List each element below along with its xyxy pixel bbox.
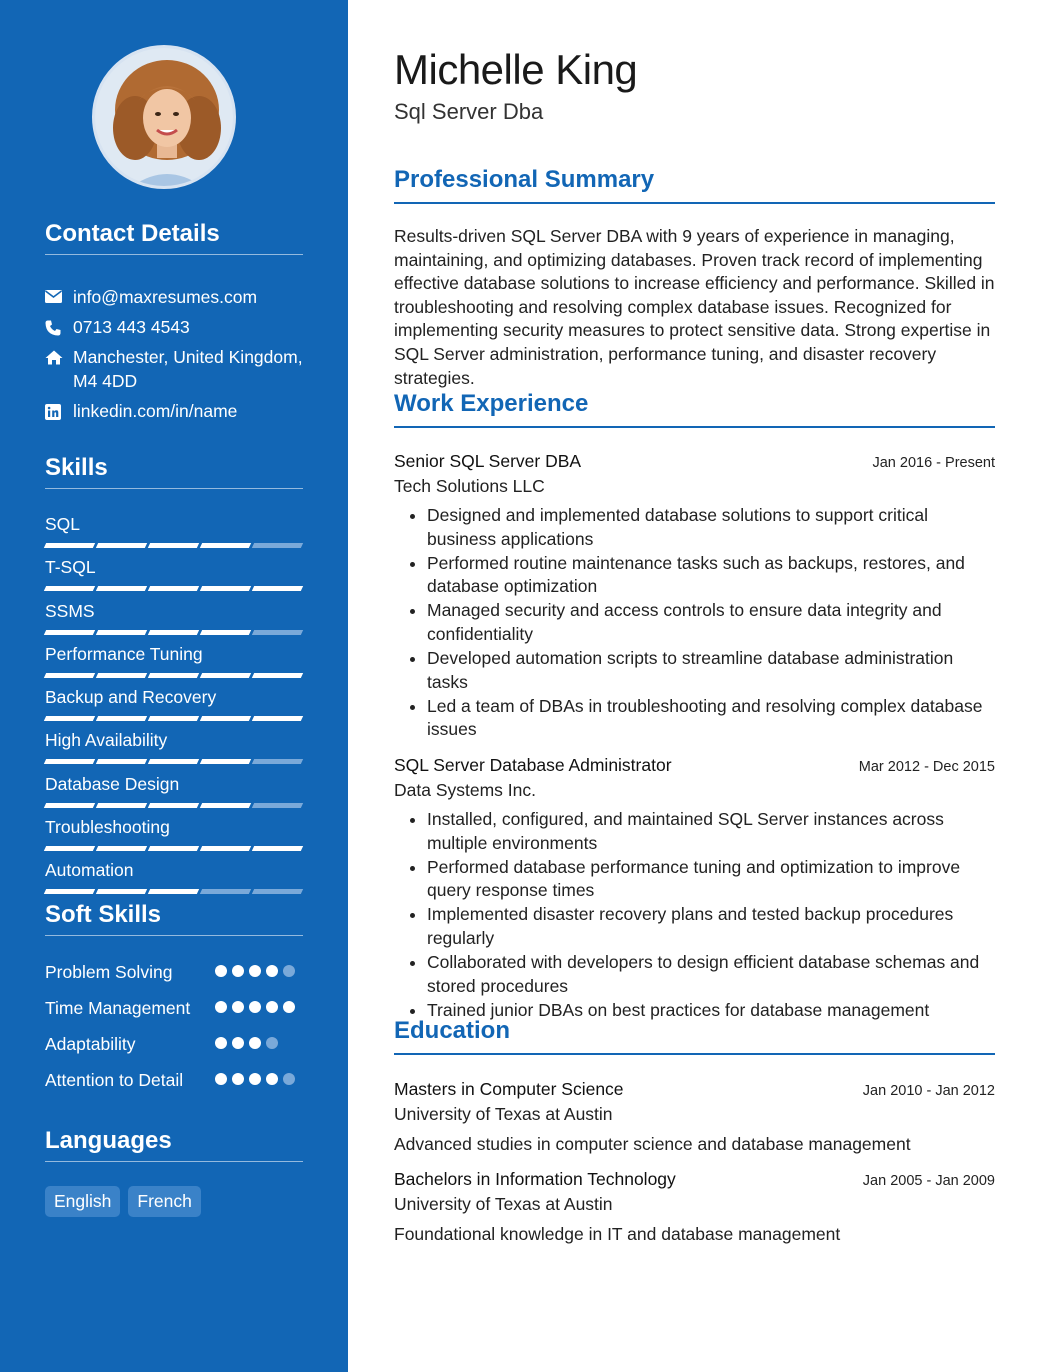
soft-skill-dot: [215, 1001, 227, 1013]
skill-level-bar: [45, 803, 303, 808]
phone-icon: [45, 315, 73, 339]
contact-linkedin-text: linkedin.com/in/name: [73, 401, 238, 421]
skill-level-segment: [148, 673, 199, 678]
soft-skill-dot: [232, 1037, 244, 1049]
soft-skill-dot: [249, 1001, 261, 1013]
skill-level-segment: [252, 630, 303, 635]
education-entry: [394, 1077, 995, 1156]
linkedin-icon: [45, 399, 73, 423]
contact-address: [45, 345, 305, 393]
skill-level-segment: [200, 673, 251, 678]
skill-level-segment: [200, 889, 251, 894]
soft-skill-dot: [215, 1073, 227, 1085]
skill-level-segment: [148, 889, 199, 894]
skill-level-segment: [44, 543, 95, 548]
skill-level-segment: [96, 759, 147, 764]
skill-level-bar: [45, 543, 303, 548]
skill-name: SQL: [45, 514, 81, 534]
skill-item: [45, 859, 303, 902]
soft-skill-dot: [266, 965, 278, 977]
contact-heading: Contact Details: [45, 220, 303, 255]
skill-level-segment: [200, 543, 251, 548]
contact-list: [45, 285, 305, 429]
summary-heading: Professional Summary: [394, 165, 995, 204]
skill-item: [45, 513, 303, 556]
skill-level-segment: [44, 759, 95, 764]
soft-skill-dot: [249, 1037, 261, 1049]
skill-level-bar: [45, 846, 303, 851]
job-bullets: [394, 504, 995, 742]
education-date: Jan 2005 - Jan 2009: [862, 1173, 995, 1189]
job-bullet: • Developed automation scripts to streamline database administration tasks: [427, 647, 995, 694]
skill-level-segment: [96, 889, 147, 894]
job-header: [394, 753, 995, 777]
language-badge: English: [45, 1186, 120, 1217]
skill-level-segment: [44, 846, 95, 851]
skill-level-bar: [45, 586, 303, 591]
skill-level-segment: [200, 586, 251, 591]
job-bullet: • Designed and implemented database solutions to support critical business applications: [427, 504, 995, 551]
soft-skill-name: Time Management: [45, 998, 191, 1018]
job-title: SQL Server Database Administrator: [394, 755, 672, 775]
education-header: [394, 1167, 995, 1191]
soft-skill-dots: [215, 1032, 295, 1061]
job-company: Data Systems Inc.: [394, 780, 536, 800]
skill-level-bar: [45, 889, 303, 894]
skill-name: SSMS: [45, 600, 95, 621]
soft-skill-name: Attention to Detail: [45, 1070, 184, 1090]
job-bullet: • Collaborated with developers to design efficient database schemas and stored procedures: [427, 951, 995, 998]
skills-list: [45, 513, 303, 903]
soft-skill-dot: [232, 1001, 244, 1013]
soft-skill-dot: [249, 965, 261, 977]
skill-level-segment: [44, 889, 95, 894]
contact-linkedin[interactable]: [45, 399, 305, 423]
skill-level-segment: [96, 543, 147, 548]
skill-item: [45, 729, 303, 772]
skill-level-segment: [200, 803, 251, 808]
contact-phone-text: 0713 443 4543: [73, 317, 190, 337]
skill-level-segment: [96, 716, 147, 721]
soft-skill-name: Adaptability: [45, 1034, 136, 1054]
soft-skill-dots: [215, 996, 295, 1025]
job-bullet: • Led a team of DBAs in troubleshooting and resolving complex database issues: [427, 695, 995, 742]
soft-skill-dot: [283, 1073, 295, 1085]
soft-skill-item: [45, 996, 303, 1025]
language-badge: French: [128, 1186, 200, 1217]
contact-email[interactable]: [45, 285, 305, 309]
skill-item: [45, 686, 303, 729]
education-school: University of Texas at Austin: [394, 1104, 613, 1124]
work-heading: Work Experience: [394, 389, 995, 428]
skill-level-segment: [252, 543, 303, 548]
education-description: Advanced studies in computer science and database management: [394, 1134, 911, 1154]
skill-level-bar: [45, 673, 303, 678]
contact-address-text: Manchester, United Kingdom, M4 4DD: [73, 347, 303, 391]
skill-name: High Availability: [45, 730, 168, 751]
envelope-icon: [45, 285, 73, 309]
skill-level-segment: [148, 716, 199, 721]
soft-skill-dot: [266, 1037, 278, 1049]
education-school: University of Texas at Austin: [394, 1194, 613, 1214]
sidebar: [0, 0, 348, 1372]
skill-level-bar: [45, 716, 303, 721]
skill-level-segment: [44, 716, 95, 721]
skill-level-segment: [148, 630, 199, 635]
skill-level-segment: [44, 586, 95, 591]
job-bullet: • Managed security and access controls to ensure data integrity and confidentiality: [427, 599, 995, 646]
skill-level-segment: [252, 759, 303, 764]
soft-skill-dot: [266, 1073, 278, 1085]
skill-level-segment: [148, 586, 199, 591]
skill-item: [45, 643, 303, 686]
skill-item: [45, 816, 303, 859]
soft-skill-dot: [215, 965, 227, 977]
summary-text: Results-driven SQL Server DBA with 9 years of experience in managing, maintaining, and optimizing databases. Proven track record of implementing effective database solutions to increase efficiency and performance. Skilled in troubleshooting and resolving complex database issues. Recognized for implementing security measures to protect sensitive data. Strong expertise in SQL Server administration, performance tuning, and disaster recovery strategies.: [394, 226, 995, 388]
skill-level-segment: [252, 716, 303, 721]
soft-skill-item: [45, 1032, 303, 1061]
person-name: Michelle King: [394, 46, 638, 93]
job-header: [394, 449, 995, 473]
degree-title: Bachelors in Information Technology: [394, 1169, 676, 1189]
skill-level-segment: [148, 543, 199, 548]
job-bullets: [394, 808, 995, 1022]
languages-heading: Languages: [45, 1127, 303, 1162]
job-bullet: • Trained junior DBAs on best practices for database management: [427, 999, 995, 1023]
soft-skills-heading: Soft Skills: [45, 901, 303, 936]
skill-level-segment: [44, 673, 95, 678]
skill-level-bar: [45, 759, 303, 764]
skill-level-segment: [44, 803, 95, 808]
job-date: Jan 2016 - Present: [872, 455, 995, 471]
skill-level-segment: [148, 803, 199, 808]
skill-name: Backup and Recovery: [45, 687, 217, 708]
job-entry: [394, 449, 995, 742]
contact-phone[interactable]: [45, 315, 305, 339]
skill-item: [45, 773, 303, 816]
job-bullet: • Implemented disaster recovery plans and tested backup procedures regularly: [427, 903, 995, 950]
job-bullet: • Installed, configured, and maintained SQL Server instances across multiple environments: [427, 808, 995, 855]
skill-name: Performance Tuning: [45, 643, 203, 664]
avatar: [92, 45, 236, 189]
skill-level-bar: [45, 630, 303, 635]
person-role: Sql Server Dba: [394, 99, 544, 124]
job-bullet: • Performed database performance tuning and optimization to improve query response times: [427, 856, 995, 903]
education-description: Foundational knowledge in IT and database management: [394, 1224, 841, 1244]
skill-level-segment: [252, 673, 303, 678]
languages-list: [45, 1186, 201, 1217]
soft-skill-item: [45, 1068, 303, 1097]
job-title: Senior SQL Server DBA: [394, 451, 582, 471]
degree-title: Masters in Computer Science: [394, 1079, 624, 1099]
soft-skill-dot: [215, 1037, 227, 1049]
skill-level-segment: [200, 759, 251, 764]
education-heading: Education: [394, 1016, 995, 1055]
skill-level-segment: [96, 673, 147, 678]
job-date: Mar 2012 - Dec 2015: [858, 759, 995, 775]
soft-skills-list: [45, 960, 303, 1104]
skill-item: [45, 600, 303, 643]
skill-level-segment: [96, 803, 147, 808]
soft-skill-dot: [283, 965, 295, 977]
skill-level-segment: [252, 846, 303, 851]
skill-level-segment: [252, 803, 303, 808]
skill-name: Troubleshooting: [45, 817, 170, 838]
contact-email-text: info@maxresumes.com: [73, 287, 258, 307]
skill-level-segment: [148, 759, 199, 764]
avatar-portrait-icon: [95, 48, 236, 189]
skill-level-segment: [200, 630, 251, 635]
skill-level-segment: [96, 630, 147, 635]
soft-skill-dots: [215, 960, 295, 989]
skill-item: [45, 556, 303, 599]
skill-level-segment: [148, 846, 199, 851]
education-entry: [394, 1167, 995, 1246]
skill-level-segment: [44, 630, 95, 635]
skill-name: Database Design: [45, 773, 180, 794]
soft-skill-dots: [215, 1068, 295, 1097]
skill-level-segment: [96, 846, 147, 851]
soft-skill-dot: [249, 1073, 261, 1085]
soft-skill-dot: [283, 1001, 295, 1013]
skills-heading: Skills: [45, 454, 303, 489]
job-bullet: • Performed routine maintenance tasks such as backups, restores, and database optimization: [427, 552, 995, 599]
soft-skill-dot: [232, 965, 244, 977]
job-entry: [394, 753, 995, 1023]
soft-skill-name: Problem Solving: [45, 962, 173, 982]
skill-name: Automation: [45, 860, 134, 881]
skill-level-segment: [96, 586, 147, 591]
education-header: [394, 1077, 995, 1101]
skill-name: T-SQL: [45, 557, 96, 578]
home-icon: [45, 345, 73, 393]
education-date: Jan 2010 - Jan 2012: [862, 1083, 995, 1099]
job-company: Tech Solutions LLC: [394, 476, 545, 496]
skill-level-segment: [252, 889, 303, 894]
skill-level-segment: [200, 716, 251, 721]
soft-skill-dot: [232, 1073, 244, 1085]
soft-skill-item: [45, 960, 303, 989]
skill-level-segment: [200, 846, 251, 851]
skill-level-segment: [252, 586, 303, 591]
soft-skill-dot: [266, 1001, 278, 1013]
